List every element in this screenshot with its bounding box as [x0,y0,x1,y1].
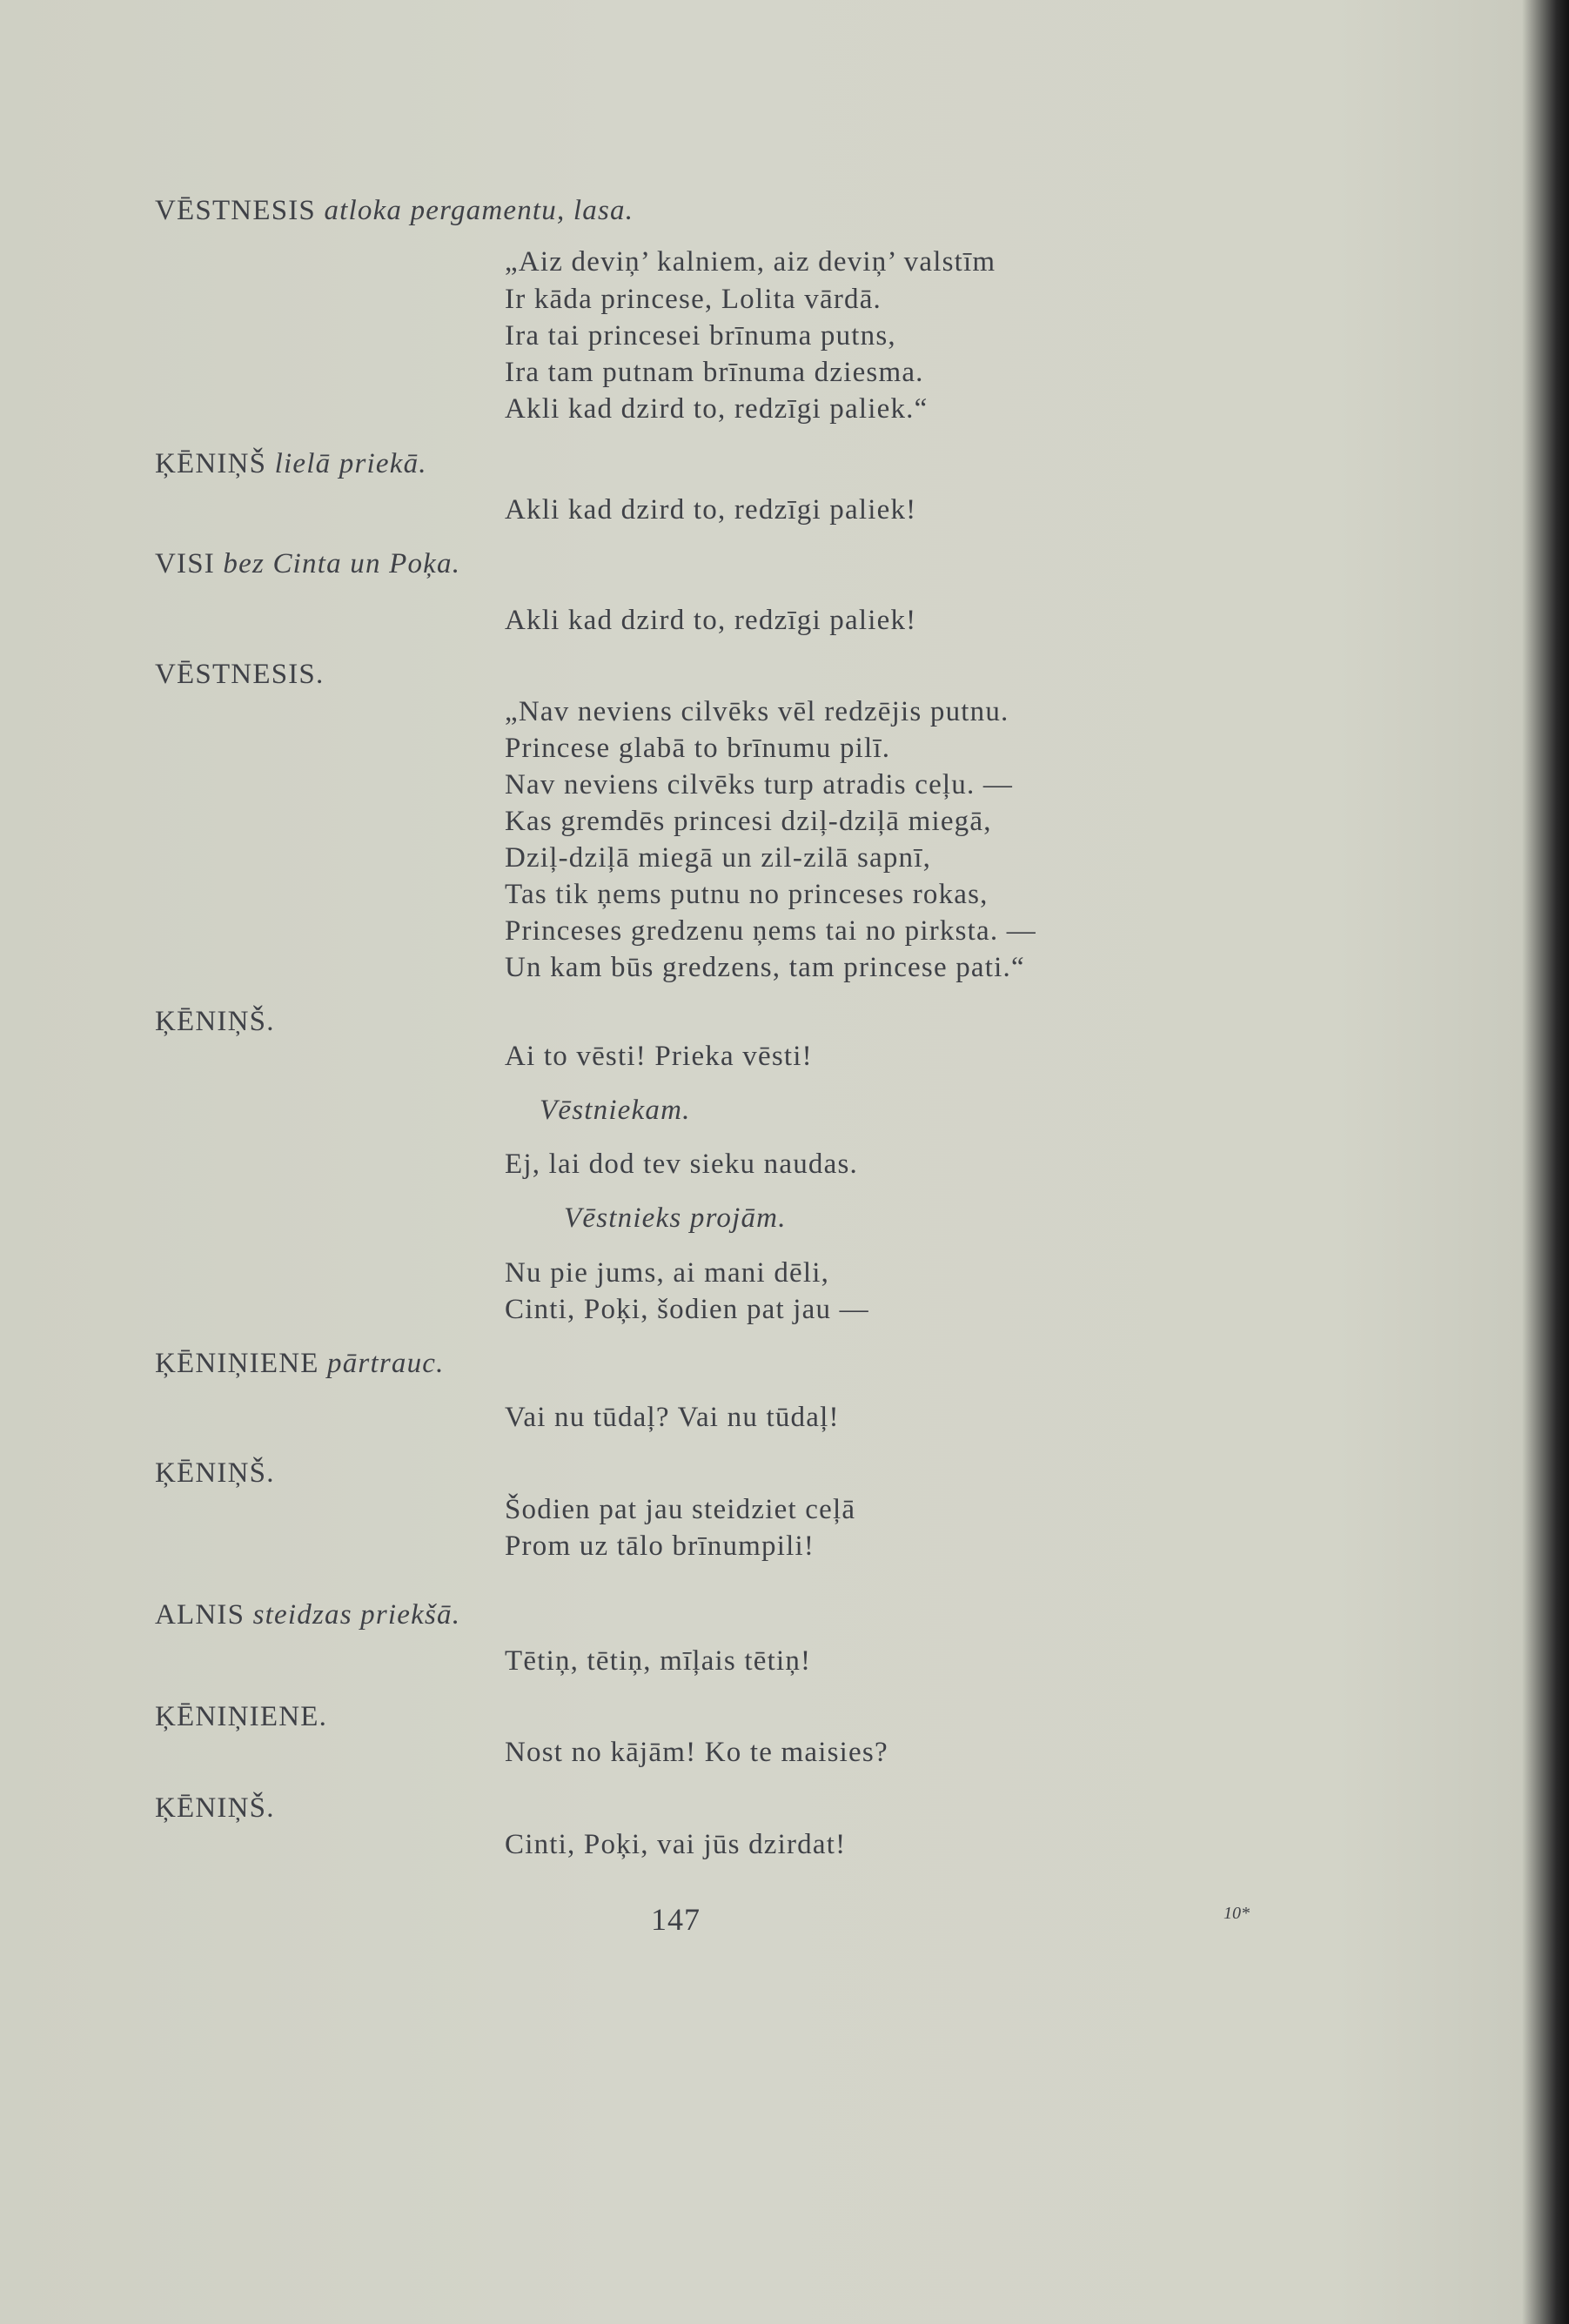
stage-direction: lielā priekā. [274,448,427,479]
stage-direction: Vēstniekam. [540,1095,691,1126]
speaker-line [155,1597,460,1632]
verse-line: Un kam būs gredzens, tam princese pati.“ [505,952,1025,983]
verse-line: „Nav neviens cilvēks vēl redzējis putnu. [505,696,1009,727]
speaker-line [155,1791,275,1825]
speaker-name: ĶĒNIŅŠ [155,448,267,479]
page-number: 147 [651,1902,701,1937]
verse-line: Cinti, Poķi, vai jūs dzirdat! [505,1829,847,1860]
verse-line: Princese glabā to brīnumu pilī. [505,733,891,764]
verse-line: Tas tik ņems putnu no princeses rokas, [505,879,989,910]
speaker-name: ĶĒNIŅIENE. [155,1701,328,1732]
signature-mark: 10* [1224,1904,1250,1923]
verse-line: Princeses gredzenu ņems tai no pirksta. — [505,915,1036,947]
verse-line: Dziļ-dziļā miegā un zil-zilā sapnī, [505,842,932,874]
speaker-line [155,546,460,581]
speaker-line [155,657,324,692]
speaker-line [155,193,634,228]
speaker-name: VISI [155,548,215,579]
stage-direction: Vēstnieks projām. [564,1202,787,1234]
verse-line: Vai nu tūdaļ? Vai nu tūdaļ! [505,1402,840,1433]
speaker-name: ĶĒNIŅIENE [155,1348,319,1379]
verse-line: Akli kad dzird to, redzīgi paliek! [505,494,917,526]
speaker-name: ĶĒNIŅŠ. [155,1457,275,1489]
verse-line: Ir kāda princese, Lolita vārdā. [505,284,882,315]
verse-line: Tētiņ, tētiņ, mīļais tētiņ! [505,1645,812,1677]
stage-direction: steidzas priekšā. [252,1599,461,1631]
speaker-line [155,1456,275,1490]
stage-direction: bez Cinta un Poķa. [223,548,461,579]
speaker-name: ĶĒNIŅŠ. [155,1792,275,1824]
verse-line: Nost no kājām! Ko te maisies? [505,1737,888,1768]
verse-line: Nu pie jums, ai mani dēli, [505,1257,830,1289]
speaker-line [155,1004,275,1039]
verse-line: „Aiz deviņ’ kalniem, aiz deviņ’ valstīm [505,246,996,278]
verse-line: Šodien pat jau steidziet ceļā [505,1494,856,1525]
speaker-name: VĒSTNESIS. [155,659,325,690]
speaker-line [155,1346,445,1381]
verse-line: Ira tai princesei brīnuma putns, [505,320,896,352]
verse-line: Nav neviens cilvēks turp atradis ceļu. — [505,769,1014,800]
speaker-line [155,446,427,481]
verse-line: Prom uz tālo brīnumpili! [505,1530,815,1562]
verse-line: Ira tam putnam brīnuma dziesma. [505,357,924,388]
verse-line: Akli kad dzird to, redzīgi paliek! [505,605,917,636]
stage-direction: atloka pergamentu, lasa. [324,195,634,226]
speaker-name: VĒSTNESIS [155,195,316,226]
verse-line: Ej, lai dod tev sieku naudas. [505,1149,858,1180]
speaker-name: ALNIS [155,1599,245,1631]
verse-line: Akli kad dzird to, redzīgi paliek.“ [505,393,929,425]
verse-line: Ai to vēsti! Prieka vēsti! [505,1041,813,1072]
speaker-name: ĶĒNIŅŠ. [155,1006,275,1037]
stage-direction: pārtrauc. [327,1348,445,1379]
verse-line: Cinti, Poķi, šodien pat jau — [505,1294,869,1325]
verse-line: Kas gremdēs princesi dziļ-dziļā miegā, [505,806,992,837]
speaker-line [155,1699,327,1734]
